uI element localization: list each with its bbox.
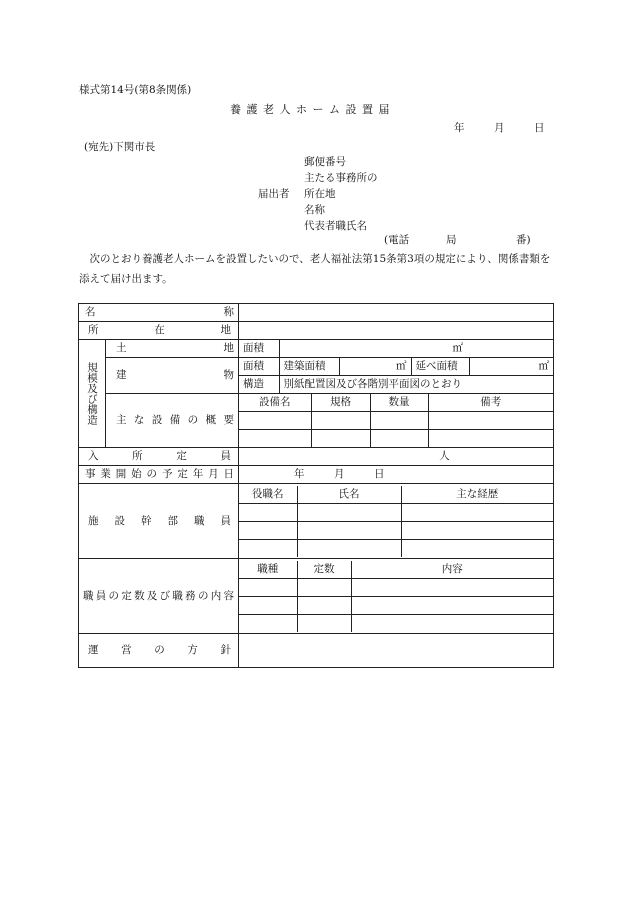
staff-col-count: 定数 xyxy=(297,561,351,579)
building-area-cell xyxy=(239,358,554,376)
representative-label: 代表者職氏名 xyxy=(304,220,367,232)
capacity-unit: 人 xyxy=(439,450,450,462)
exec-cell[interactable] xyxy=(401,539,553,557)
executives-grid xyxy=(239,484,554,559)
staff-cell[interactable] xyxy=(239,614,297,632)
staff-col-type: 職種 xyxy=(239,561,297,579)
phone-open: (電話 xyxy=(384,234,410,246)
exec-cell[interactable] xyxy=(239,503,297,521)
location-field[interactable] xyxy=(239,322,554,340)
exec-cell[interactable] xyxy=(297,539,401,557)
facility-col-notes: 備考 xyxy=(428,394,553,412)
submission-date xyxy=(454,120,545,135)
start-date-label: 事業開始の予定年月日 xyxy=(79,466,239,484)
facility-cell[interactable] xyxy=(428,430,553,448)
exec-cell[interactable] xyxy=(401,503,553,521)
building-label: 建物 xyxy=(106,358,239,394)
postal-label: 郵便番号 xyxy=(304,156,346,168)
phone-ban: 番) xyxy=(516,234,531,246)
staff-label: 職員の定数及び職務の内容 xyxy=(79,559,239,634)
land-m2-unit: ㎡ xyxy=(452,342,463,354)
land-area-cell xyxy=(239,340,554,358)
start-year: 年 xyxy=(294,468,305,480)
name-label: 名称 xyxy=(304,204,325,216)
policy-field[interactable] xyxy=(239,634,554,668)
addressee: (宛先)下関市長 xyxy=(84,141,156,153)
start-month: 月 xyxy=(334,468,345,480)
facility-col-name: 設備名 xyxy=(239,394,311,412)
name-field[interactable] xyxy=(239,304,554,322)
staff-cell[interactable] xyxy=(351,614,553,632)
exec-cell[interactable] xyxy=(297,521,401,539)
form-id: 様式第14号(第8条関係) xyxy=(79,84,192,96)
facilities-label: 主な設備の概要 xyxy=(106,394,239,448)
staff-col-content: 内容 xyxy=(351,561,553,579)
date-year: 年 xyxy=(454,122,465,134)
exec-col-title: 役職名 xyxy=(239,486,297,504)
body-paragraph: 次のとおり養護老人ホームを設置したいので、老人福祉法第15条第3項の規定により、関係書類を添えて届け出ます。 xyxy=(79,253,551,285)
location-row-label: 所 在 地 xyxy=(79,322,239,340)
exec-cell[interactable] xyxy=(297,503,401,521)
start-date-field[interactable] xyxy=(239,466,554,484)
land-area-label: 面積 xyxy=(239,340,279,357)
staff-cell[interactable] xyxy=(297,578,351,596)
policy-label: 運 営 の 方 針 xyxy=(79,634,239,668)
structure-text: 別紙配置図及び各階別平面図のとおり xyxy=(283,378,462,390)
facility-cell[interactable] xyxy=(311,430,370,448)
start-day: 日 xyxy=(374,468,385,480)
exec-col-name: 氏名 xyxy=(297,486,401,504)
office-label-2: 所在地 xyxy=(304,188,336,200)
building-area-label: 面積 xyxy=(239,358,279,375)
scale-structure-label: 規模及び構造 xyxy=(79,340,106,448)
exec-cell[interactable] xyxy=(239,539,297,557)
facility-cell[interactable] xyxy=(311,412,370,430)
staff-cell[interactable] xyxy=(297,596,351,614)
land-label: 土地 xyxy=(106,340,239,358)
total-floor-area-field[interactable] xyxy=(469,358,553,375)
facilities-grid xyxy=(239,394,554,448)
phone-line xyxy=(384,232,531,247)
executives-label: 施 設 幹 部 職 員 xyxy=(79,484,239,559)
total-floor-area-label: 延べ面積 xyxy=(411,358,469,375)
name-row-label: 名称 xyxy=(79,304,239,322)
facility-cell[interactable] xyxy=(239,430,311,448)
staff-cell[interactable] xyxy=(297,614,351,632)
sender-label: 届出者 xyxy=(258,188,290,200)
capacity-field[interactable] xyxy=(239,448,554,466)
floor-m2-unit: ㎡ xyxy=(538,360,549,372)
facility-cell[interactable] xyxy=(239,412,311,430)
staff-cell[interactable] xyxy=(239,596,297,614)
building-footprint-label: 建築面積 xyxy=(279,358,339,375)
staff-cell[interactable] xyxy=(351,578,553,596)
phone-kyoku: 局 xyxy=(446,234,457,246)
office-label-1: 主たる事務所の xyxy=(304,172,378,184)
exec-cell[interactable] xyxy=(401,521,553,539)
facility-cell[interactable] xyxy=(370,412,428,430)
sender-block xyxy=(258,154,378,234)
facility-cell[interactable] xyxy=(370,430,428,448)
staff-cell[interactable] xyxy=(351,596,553,614)
structure-label: 構造 xyxy=(239,376,279,393)
application-table xyxy=(78,303,554,668)
document-title: 養護老人ホーム設置届 xyxy=(230,103,395,116)
date-day: 日 xyxy=(534,122,545,134)
exec-cell[interactable] xyxy=(239,521,297,539)
structure-cell xyxy=(239,376,554,394)
staff-grid xyxy=(239,559,554,634)
facility-col-spec: 規格 xyxy=(311,394,370,412)
facility-col-qty: 数量 xyxy=(370,394,428,412)
staff-cell[interactable] xyxy=(239,578,297,596)
land-area-field[interactable] xyxy=(279,340,553,357)
building-footprint-field[interactable] xyxy=(339,358,411,375)
capacity-label: 入 所 定 員 xyxy=(79,448,239,466)
exec-col-career: 主な経歴 xyxy=(401,486,553,504)
facility-cell[interactable] xyxy=(428,412,553,430)
footprint-m2-unit: ㎡ xyxy=(396,360,407,372)
date-month: 月 xyxy=(494,122,505,134)
